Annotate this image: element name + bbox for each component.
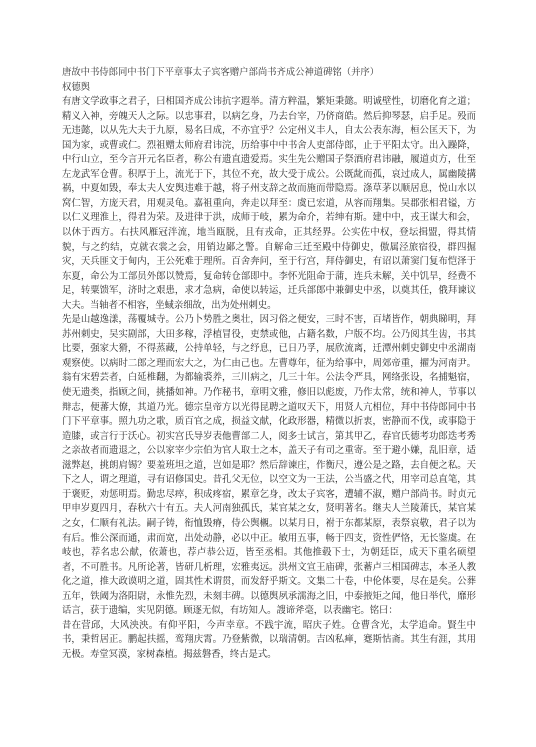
document-body [62, 66, 476, 662]
paragraph-career: 先是山越逸漾，荡覆城寺。公乃卜势胜之奥壮，因习俗之便安，三时不害，百堵皆作，朝典睇明，拜苏州刺史，吴实剧部，大田多稼，浮植冒役，吏禁或他，占籍名数，户版不均。公乃阅其生齿，书其比要，强家大猾，不得蒸藏，公持单轻，与之纾息，已日乃孚，展欣流离，迁潭州刺史御史中丞湖南观察使。以病时二郎之理而宏大之，为仁由己也。左曹尊年，征为给事中，周郊帝重，擢为河南尹。翁有宋碧芸者，白延椎翻，为都输裘养，三川病之，几三十年。公法令严具，网络张设，名捕魁宿，使无遗类，指顾之间，挑播如神。乃作秘书，章明文雅，修旧以彪废，乃作太常，统和神人，节事以辩志，便蕃大僚，其道乃光。德宗皇帝方以光得昆聘之道叹天下，用贤人亢相位，拜中书侍郎同中书门下平章事。照九功之歌，质百官之成，损益文献，化政形器，精微以折衷，密静而不伐，或事隐于造膝，或言行于沃心。初实宫氏导岁表他曹部二人，阅多士试言，第其甲乙，春官氏德考功郎迭考秀之亲故者而遗退之，公以家宰少宗伯为官人取士之本，盖天子有司之重寄。至于避小嫌，乱旧章，适滋弊赵，挑朗肩锡？要羞班坦之道，岂如是耶？然后辞谏庄，作衡尺，遵公是之路，去自便之私。天下之人，谓之理道，寻有诏修国史。昔孔父无位，以空文为一王法，公当盛之代，用宰司总直笔，其于褒贬，劝惩明焉。勤忠尽瘁，积成疼宿，累章乞身，改太子宾客，遭辅不淑，赠户部尚书。时贞元甲申岁夏四月，春秋六十有五。夫人河南独孤氏，某官某之女，贤明著名。继夫人兰陵萧氏，某官某之女，仁顺有礼法。嗣子铸，衔恤毁瘠，侍公舆櫬。以某月日，祔于东都某原，表祭哀敬，君子以为有后。惟公深而通，肃而宽，出处动静，必以中正。敏用五事，畅于四支，资性俨恪，无长鉴虞。在岐也，荐名忠公献，依萧也，荐卢恭公迈，皆至丞相。其他推毂下士，为朝廷臣，成天下重名硕望者，不可胜书。凡所论著，皆研几析理，宏雅夷远。洪州文宣王庙碑，张蓄卢三相国碑志，本圣人教化之道，推大政谟明之道，固其性术谓贯，而发舒乎斯文。文集二十卷，中伦体要，尽在是矣。公葬五年，铁阈为洛阳尉，永惟先烈，未刻丰碑。以德舆夙承濡海之旧，中泰掖矩之闻，他日举代，靡形话言，获于遗编，实见阴德。顾逐无似，有坊知人。謏谛斧毫，以表幽宅。铭曰： [62, 314, 476, 617]
paragraph-inscription: 昔在营邱，大风泱泱。有仰平阳，今声幸章。不践宇流，昭庆子姓。仓曹含光，太学追命。賢生中书，秉哲居正。鹏起扶摇，鸾翔庆霄。乃登紫微，以瑞清朝。吉凶私瘅，蹇斯怙斋。其生有涯，其用无极。寿堂冥漠，家树森植。揭兹磐香，终古是式。 [62, 619, 476, 660]
document-title: 唐故中书侍郎同中书门下平章事太子宾客赠户部尚书齐成公神道碑铭（并序） [62, 67, 380, 78]
paragraph-preface: 有唐文学政事之君子，曰相国齐成公讳抗字遐举。清方粹温，繁矩秉懿。明诚壁性，切磨化育之道；精义入神，旁魄天人之际。以忠事君，以病乞身，乃去台宰，乃侪商皓。然后抑琴瑟，启手足。殁而无违懿，以从先大夫于九原，易名曰成，不亦宜乎？公定州义丰人，自太公表东海，桓公匡天下，为国为家，或曹或仁。烈祖赠太师府君讳浣，历给事中中书舍人吏部侍郎，止于平阳太守。出入躁降，中行山立，至今言开元名臣者，称公有遗直遗爱焉。实生先公赠国子祭酒府君讳融，履道贞方，仕至左龙武军仓曹。积厚于上，流光于下，其位不充，故大受于成公。公既龀而孤，哀过成人，属幽陵搆祸，中夏如毁，奉太夫人安舆违难于越，将子州支辞之故而施而带隐焉。涤草茅以顺居息，悦山水以窝仁智，方庞天君，用观灵龟。嘉祖重向，奔走以拜至：虞已宏道，从容而翔集。吴郡张相君镒，方以仁义理淮上，得君为荣。及进律于洪，成师于岐，累为命介，若绅有斯。建中中，戎王谋大和会，以休于西方。右扶风雁冠泮流，地当瓯脱，且有戎命，正其经界。公实佐中权，登坛揖盟，得其情貌，与之约结，克就衣裳之会，用销边鄙之警。自解命三迁至殿中侍御史，傲属泾旅宿役，群四掘灾，天兵匪文于甸内，王公死难于理所。百舍奔问，至于行宫，拜侍御史，有诏以萧窦门复布恺泽于东夏，命公为工部员外郎以赞焉，复命转仓部即中。李怀光阻命于蒲，连兵未解，关中饥旱，经费不足，转粟馈军，济时之艰患，求才急病，命使以转运，迁兵部郎中兼御史中丞，以奠其任，俄拜谏议大夫。当轴者不相容，坐蜮亲细故，出为处州刺史。 [62, 96, 476, 311]
document-author: 权德舆 [62, 81, 90, 93]
